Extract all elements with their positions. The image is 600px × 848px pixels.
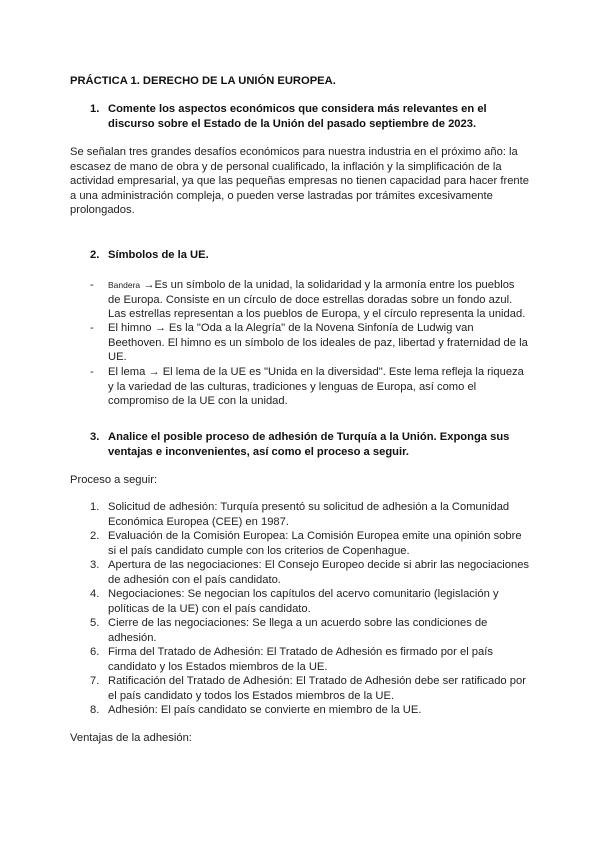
document-title: PRÁCTICA 1. DERECHO DE LA UNIÓN EUROPEA.	[70, 75, 336, 87]
process-step-marker: 3.	[90, 559, 100, 571]
question-2-line: Símbolos de la UE.	[108, 249, 209, 261]
symbol-bullet-line: El lema → El lema de la UE es "Unida en la diversidad". Este lema refleja la riqueza	[108, 366, 524, 378]
question-3-number: 3.	[90, 431, 100, 443]
question-1-line: Comente los aspectos económicos que considera más relevantes en el	[108, 103, 487, 115]
process-step-line: políticas de la UE) con el país candidato.	[108, 602, 311, 615]
question-3-line: Analice el posible proceso de adhesión de Turquía a la Unión. Exponga sus	[108, 431, 510, 443]
process-step-line: adhesión.	[108, 631, 157, 644]
symbol-bullet-line: UE.	[108, 351, 127, 364]
process-step-line: Adhesión: El país candidato se convierte en miembro de la UE.	[108, 704, 422, 716]
process-step-marker: 2.	[90, 530, 100, 542]
symbol-bullet-marker: -	[90, 322, 94, 334]
symbol-bullet-marker: -	[90, 366, 94, 378]
process-step-line: el país candidato y todos los Estados miembros de la UE.	[108, 689, 395, 702]
question-1-number: 1.	[90, 103, 100, 115]
process-step-line: Apertura de las negociaciones: El Consejo Europeo decide si abrir las negociaciones	[108, 559, 530, 571]
bullet-text: →Es un símbolo de la unidad, la solidaridad y la armonía entre los pueblos	[143, 279, 515, 291]
question-3-line: ventajas e inconvenientes, así como el proceso a seguir.	[108, 445, 409, 458]
process-step-line: Negociaciones: Se negocian los capítulos del acervo comunitario (legislación y	[108, 588, 499, 600]
proceso-label: Proceso a seguir:	[70, 474, 158, 486]
symbol-bullet-line: El himno → Es la "Oda a la Alegría" de la Novena Sinfonía de Ludwig van	[108, 322, 474, 334]
symbol-bullet-line: de Europa. Consiste en un círculo de doce estrellas doradas sobre un fondo azul.	[108, 293, 513, 306]
answer-paragraph-line: prolongados.	[70, 204, 135, 217]
symbol-bullet-line: Las estrellas representan a los pueblos de Europa, y el círculo representa la unidad.	[108, 308, 526, 321]
symbol-bullet-line: compromiso de la UE con la unidad.	[108, 395, 288, 408]
process-step-marker: 4.	[90, 588, 100, 600]
process-step-line: de adhesión con el país candidato.	[108, 573, 281, 586]
process-step-marker: 7.	[90, 675, 100, 687]
process-step-line: Evaluación de la Comisión Europea: La Comisión Europea emite una opinión sobre	[108, 530, 522, 542]
process-step-marker: 5.	[90, 617, 100, 629]
answer-paragraph-line: Se señalan tres grandes desafíos económicos para nuestra industria en el próximo año: la	[70, 146, 518, 158]
ventajas-label: Ventajas de la adhesión:	[70, 732, 192, 744]
process-step-line: candidato y los Estados miembros de la UE.	[108, 660, 328, 673]
symbol-bullet-marker: -	[90, 279, 94, 291]
process-step-line: si el país candidato cumple con los criterios de Copenhague.	[108, 544, 410, 557]
symbol-bullet-line	[108, 278, 515, 292]
symbol-bullet-line: Beethoven. El himno es un símbolo de los ideales de paz, libertad y fraternidad de la	[108, 336, 528, 349]
symbol-bullet-line: y la variedad de las culturas, tradiciones y lenguas de Europa, así como el	[108, 380, 477, 393]
process-step-marker: 8.	[90, 704, 100, 716]
answer-paragraph-line: escasez de mano de obra y de personal cualificado, la inflación y la simplificación de la	[70, 160, 502, 173]
process-step-line: Cierre de las negociaciones: Se llega a un acuerdo sobre las condiciones de	[108, 617, 488, 629]
process-step-line: Solicitud de adhesión: Turquía presentó su solicitud de adhesión a la Comunidad	[108, 501, 510, 513]
bullet-lead: Bandera	[108, 280, 141, 290]
process-step-marker: 1.	[90, 501, 100, 513]
process-step-line: Ratificación del Tratado de Adhesión: El Tratado de Adhesión debe ser ratificado por	[108, 675, 526, 687]
question-1-line: discurso sobre el Estado de la Unión del pasado septiembre de 2023.	[108, 117, 477, 130]
answer-paragraph-line: a una administración compleja, o pueden verse lastradas por trámites excesivamente	[70, 189, 493, 202]
answer-paragraph-line: actividad empresarial, ya que las pequeñas empresas no tienen capacidad para hacer frente	[70, 175, 529, 188]
process-step-line: Firma del Tratado de Adhesión: El Tratado de Adhesión es firmado por el país	[108, 646, 493, 658]
question-2-number: 2.	[90, 249, 100, 261]
process-step-marker: 6.	[90, 646, 100, 658]
process-step-line: Económica Europea (CEE) en 1987.	[108, 515, 289, 528]
